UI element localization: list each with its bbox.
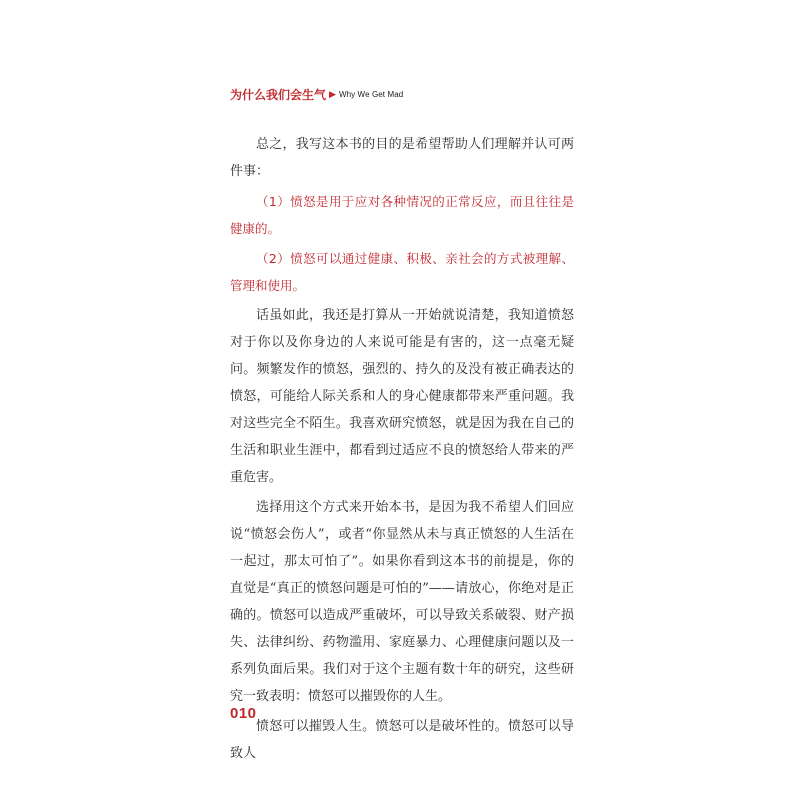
paragraph-reason: 选择用这个方式来开始本书，是因为我不希望人们回应说“愤怒会伤人”，或者“你显然从未与真正愤怒的人生活在一起过，那太可怕了”。如果你看到这本书的前提是，你的直觉是“真正的愤怒问题是可怕的”——请放心，你绝对是正确的。愤怒可以造成严重破坏，可以导致关系破裂、财产损失、法律纠纷、药物滥用、家庭暴力、心理健康问题以及一系列负面后果。我们对于这个主题有数十年的研究，这些研究一致表明：愤怒可以摧毁你的人生。: [230, 500, 574, 704]
paragraph-summary: 总之，我写这本书的目的是希望帮助人们理解并认可两件事：: [230, 137, 574, 179]
paragraph-continued: 愤怒可以摧毁人生。愤怒可以是破坏性的。愤怒可以导致人: [230, 719, 574, 761]
page-number: 010: [230, 705, 257, 722]
header-chinese-title: 为什么我们会生气: [230, 88, 327, 102]
paragraph-harm: 话虽如此，我还是打算从一开始就说清楚，我知道愤怒对于你以及你身边的人来说可能是有害的，这一点毫无疑问。频繁发作的愤怒，强烈的、持久的及没有被正确表达的愤怒，可能给人际关系和人的身心健康都带来严重问题。我对这些完全不陌生。我喜欢研究愤怒，就是因为我在自己的生活和职业生涯中，都看到过适应不良的愤怒给人带来的严重危害。: [230, 308, 574, 485]
running-header: [230, 86, 403, 103]
paragraph-point-2: （2）愤怒可以通过健康、积极、亲社会的方式被理解、管理和使用。: [230, 251, 574, 293]
body-text: [230, 131, 574, 770]
paragraph-point-1: （1）愤怒是用于应对各种情况的正常反应，而且往往是健康的。: [230, 194, 574, 236]
header-english-title: Why We Get Mad: [338, 90, 404, 99]
header-arrow-icon: ▶: [329, 89, 336, 100]
